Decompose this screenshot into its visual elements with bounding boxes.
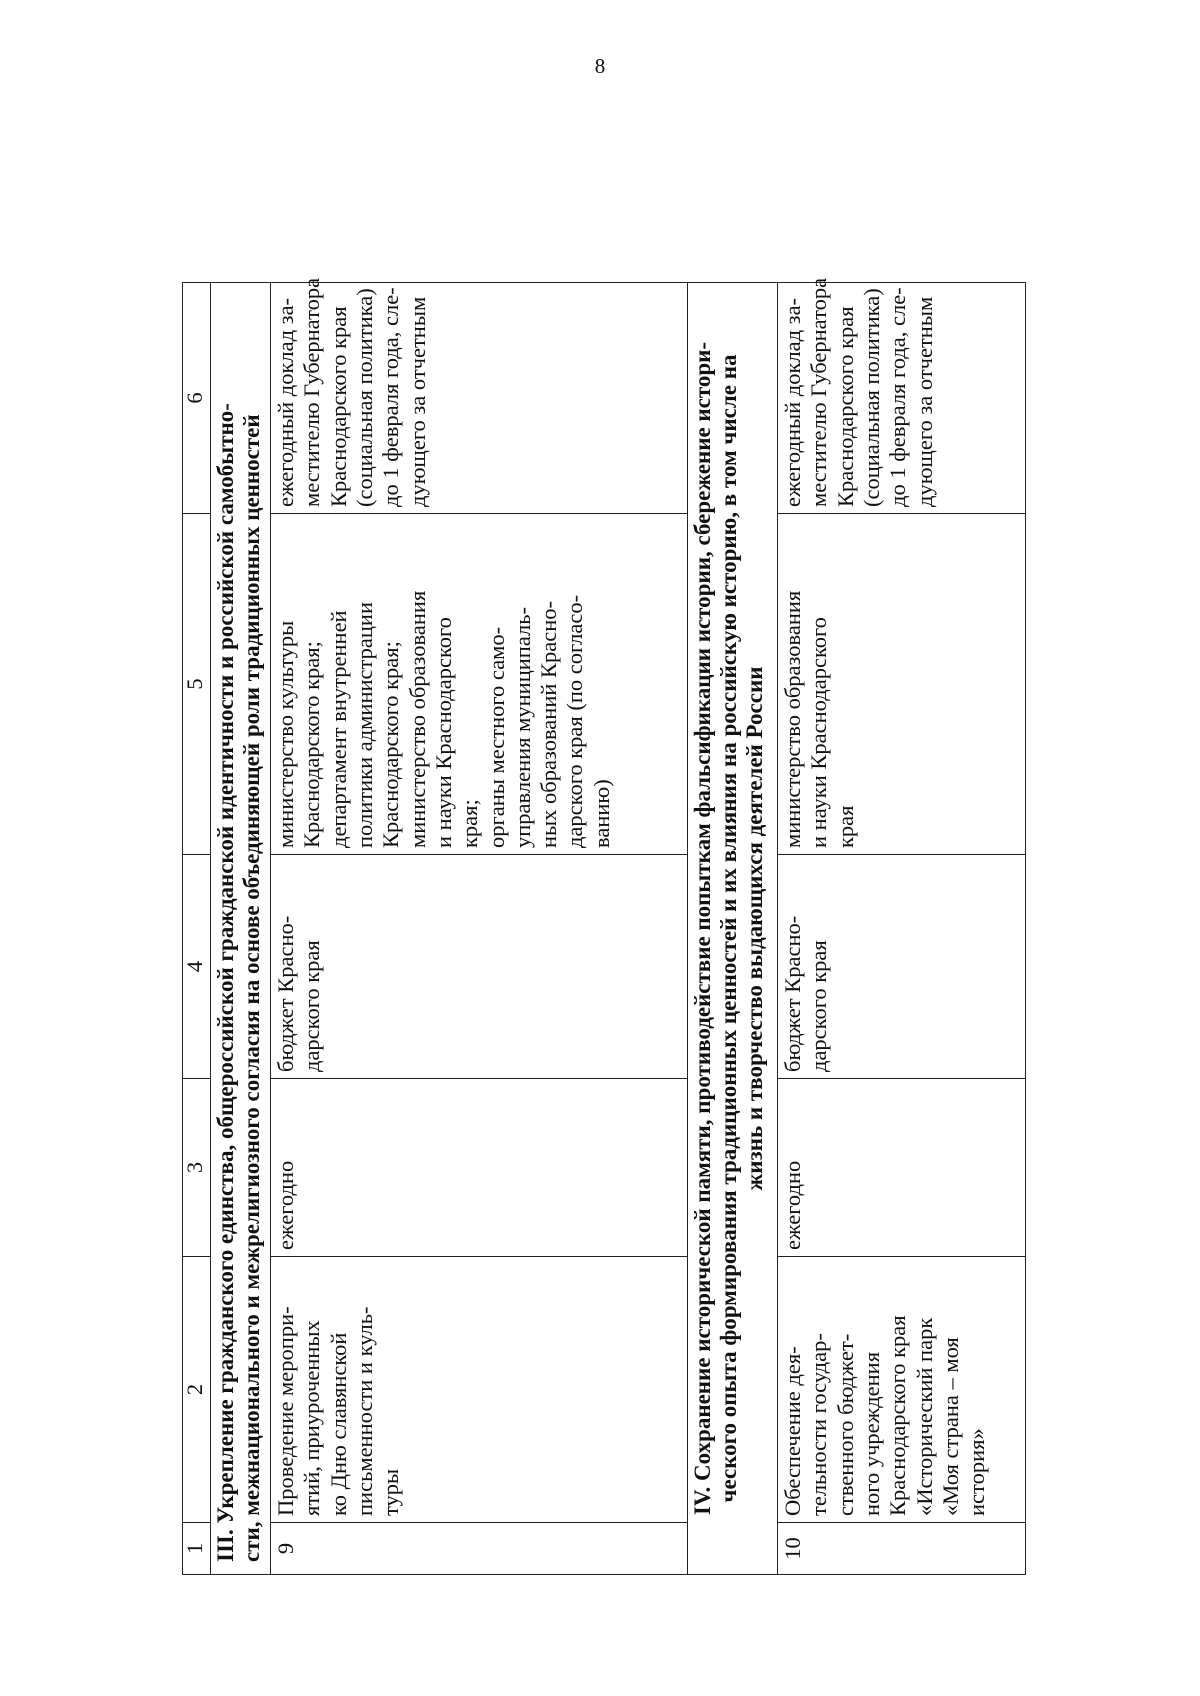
row-10-funding xyxy=(778,855,1026,1079)
row-10-event-line: ного учреждения xyxy=(858,1351,884,1516)
row-10-funding-line: дарского края xyxy=(806,940,832,1072)
row-10-event-line: история» xyxy=(964,1428,990,1516)
column-number-5: 5 xyxy=(183,514,211,855)
section-3-title-line: сти, межнационального и межрелигиозного согласия на основе объединяющей роли традиционных ценностей xyxy=(238,414,264,1562)
row-9-report-line: местителю Губернатора xyxy=(299,277,325,507)
row-10-event-line: «Моя страна – моя xyxy=(937,1337,963,1516)
row-9-executors-line: дарского края (по согласо- xyxy=(562,594,588,848)
row-10-number: 10 xyxy=(778,1523,1026,1575)
row-9-event-line: туры xyxy=(378,1468,404,1516)
row-10-report-line: (социальная политика) xyxy=(858,288,884,507)
section-4-title-line: ческого опыта формирования традиционных ценностей и их влияния на российскую историю, в том числе на xyxy=(715,354,741,1503)
row-10-executors-line: и науки Краснодарского xyxy=(806,617,832,848)
row-10-report-line: дующего за отчетным xyxy=(911,296,937,507)
row-10-report xyxy=(778,277,1026,514)
column-number-4: 4 xyxy=(183,855,211,1079)
row-10-report-line: до 1 февраля года, сле- xyxy=(885,287,911,507)
table-row-10 xyxy=(778,283,1026,1575)
section-3-title-line: III. Укрепление гражданского единства, общероссийской гражданской идентичности и российской самобытно- xyxy=(213,403,238,1562)
column-number-1: 1 xyxy=(183,1523,211,1575)
row-9-executors xyxy=(271,514,688,855)
row-9-funding xyxy=(271,855,688,1079)
row-10-report-line: ежегодный доклад за- xyxy=(780,297,805,507)
row-10-executors xyxy=(778,514,1026,855)
row-9-funding-line: дарского края xyxy=(299,940,325,1072)
row-9-report-line: дующего за отчетным xyxy=(404,296,430,507)
row-9-executors-line: органы местного само- xyxy=(483,626,509,848)
row-9-event-line: ко Дню славянской xyxy=(325,1332,351,1516)
column-number-6: 6 xyxy=(183,283,211,514)
column-number-row xyxy=(183,283,211,1575)
row-9-executors-line: управления муниципаль- xyxy=(509,607,535,848)
section-3-heading xyxy=(211,283,271,1575)
row-9-executors-line: Краснодарского края; xyxy=(299,641,325,848)
row-10-event-line: «Исторический парк xyxy=(911,1317,937,1516)
table-row-9 xyxy=(271,283,688,1575)
row-10-executors-line: края xyxy=(832,805,858,848)
row-9-event-line: Проведение меропри- xyxy=(273,1306,298,1516)
row-9-executors-line: ванию) xyxy=(588,779,614,848)
page-number: 8 xyxy=(594,54,606,78)
row-10-report-line: местителю Губернатора xyxy=(806,277,832,507)
row-9-deadline: ежегодно xyxy=(271,1079,688,1257)
section-3-heading-row xyxy=(211,283,271,1575)
row-9-executors-line: края; xyxy=(457,799,483,848)
row-9-event-line: письменности и куль- xyxy=(351,1306,377,1516)
row-9-report-line: Краснодарского края xyxy=(325,306,351,507)
row-9-executors-line: Краснодарского края; xyxy=(378,641,404,848)
row-9-executors-line: ных образований Красно- xyxy=(536,600,562,848)
row-9-report-line: (социальная политика) xyxy=(351,288,377,507)
row-9-number: 9 xyxy=(271,1523,688,1575)
row-9-executors-line: политики администрации xyxy=(351,602,377,848)
row-9-executors-line: министерство культуры xyxy=(273,620,298,848)
section-4-heading xyxy=(688,283,778,1575)
row-9-executors-line: департамент внутренней xyxy=(325,610,351,848)
column-number-3: 3 xyxy=(183,1079,211,1257)
row-10-event-line: ственного бюджет- xyxy=(832,1333,858,1516)
events-table xyxy=(182,277,1026,1575)
row-9-funding-line: бюджет Красно- xyxy=(273,915,298,1072)
row-9-report-line: до 1 февраля года, сле- xyxy=(378,287,404,507)
row-9-executors-line: министерство образования xyxy=(404,590,430,848)
section-4-title-line: IV. Сохранение исторической памяти, противодействие попыткам фальсификации истории, сбережение истори- xyxy=(690,341,715,1516)
row-10-funding-line: бюджет Красно- xyxy=(780,915,805,1072)
row-9-event-line: ятий, приуроченных xyxy=(299,1320,325,1516)
row-10-event-line: тельности государ- xyxy=(806,1333,832,1516)
row-9-executors-line: и науки Краснодарского xyxy=(430,617,456,848)
row-10-report-line: Краснодарского края xyxy=(832,306,858,507)
row-10-event-line: Обеспечение дея- xyxy=(780,1346,805,1516)
row-10-event xyxy=(778,1257,1026,1523)
row-9-report-line: ежегодный доклад за- xyxy=(273,297,298,507)
row-10-deadline: ежегодно xyxy=(778,1079,1026,1257)
row-10-event-line: Краснодарского края xyxy=(885,1315,911,1516)
row-9-event xyxy=(271,1257,688,1523)
section-4-title-line: жизнь и творчество выдающихся деятелей России xyxy=(741,666,767,1191)
column-number-2: 2 xyxy=(183,1257,211,1523)
row-9-report xyxy=(271,277,688,514)
rotated-table-wrapper xyxy=(182,277,1025,1575)
section-4-heading-row xyxy=(688,283,778,1575)
row-10-executors-line: министерство образования xyxy=(780,590,805,848)
